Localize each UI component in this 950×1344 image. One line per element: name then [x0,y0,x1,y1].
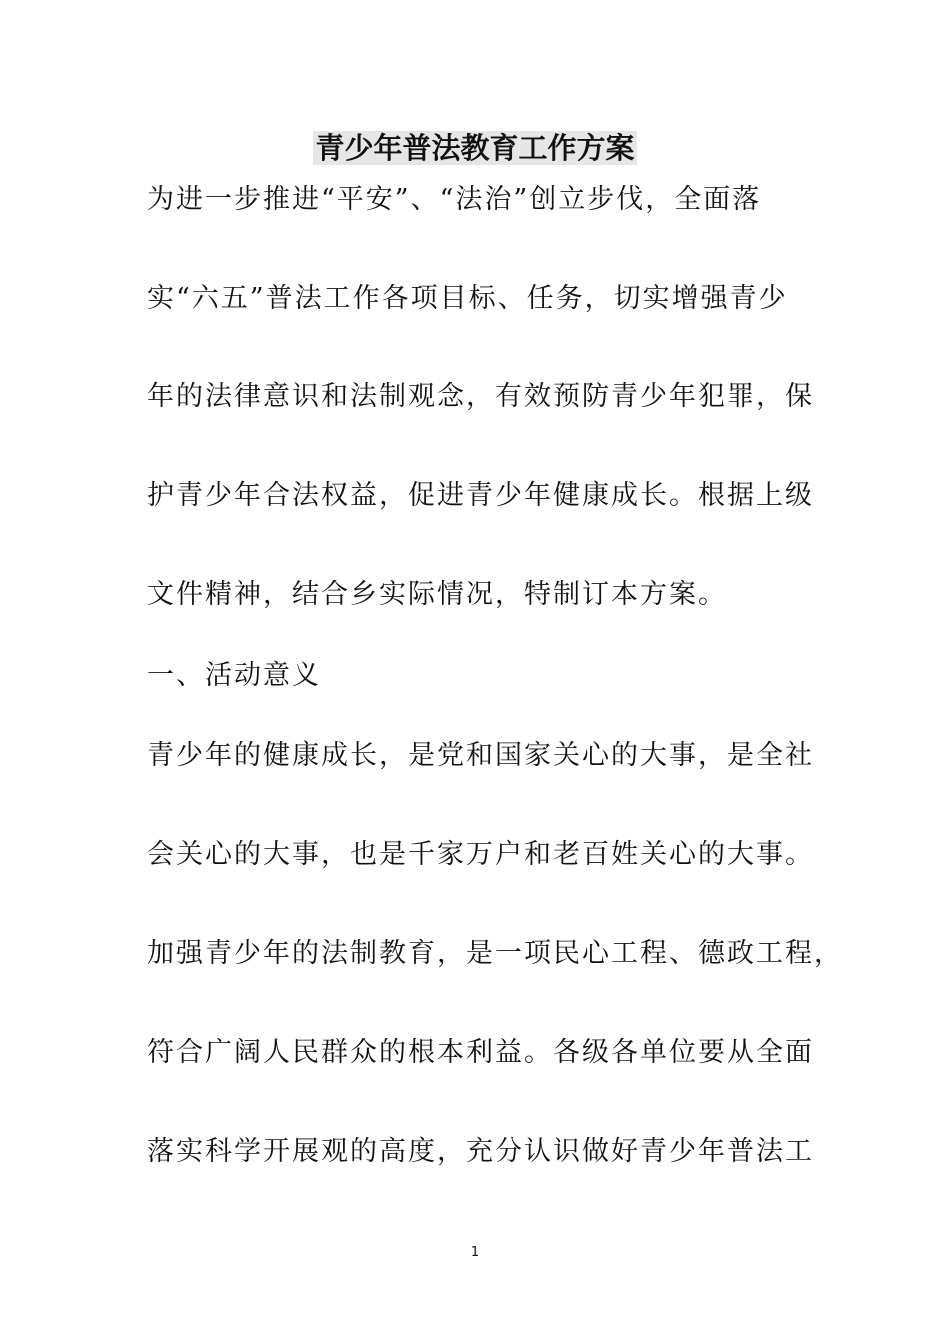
document-title [0,128,950,168]
paragraph-line: 符合广阔人民群众的根本利益。各级各单位要从全面 [147,1037,814,1068]
paragraph-line: 年的法律意识和法制观念，有效预防青少年犯罪，保 [147,381,814,412]
paragraph-line: 加强青少年的法制教育，是一项民心工程、德政工程， [147,938,843,969]
paragraph-line: 会关心的大事，也是千家万户和老百姓关心的大事。 [147,839,814,870]
paragraph-line: 护青少年合法权益，促进青少年健康成长。根据上级 [147,480,814,511]
paragraph-line: 落实科学开展观的高度，充分认识做好青少年普法工 [147,1136,814,1167]
page-number: 1 [470,1245,480,1260]
paragraph-line: 青少年的健康成长，是党和国家关心的大事，是全社 [147,740,814,771]
paragraph-line: 为进一步推进“平安”、“法治”创立步伐，全面落 [147,184,762,215]
document-title-text: 青少年普法教育工作方案 [315,131,635,165]
paragraph-line: 文件精神，结合乡实际情况，特制订本方案。 [147,579,727,610]
paragraph-line: 实“六五”普法工作各项目标、任务，切实增强青少 [147,283,788,314]
section-heading: 一、活动意义 [147,660,321,691]
